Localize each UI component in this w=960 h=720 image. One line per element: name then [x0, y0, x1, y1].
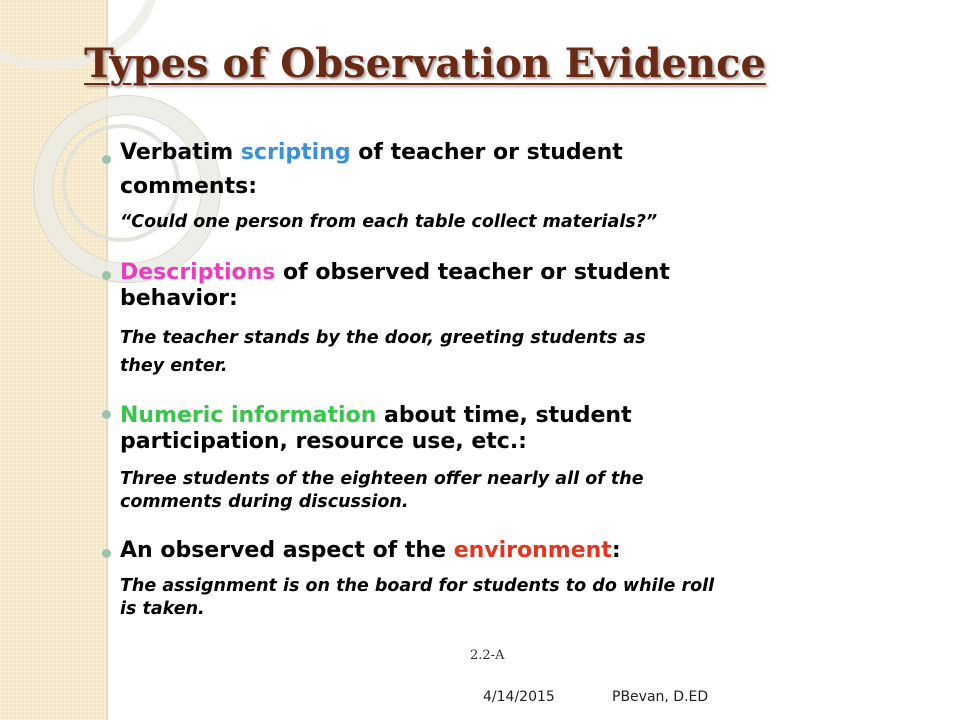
- bullet-3: [102, 410, 111, 419]
- item-4-highlight: environment: [453, 538, 612, 563]
- item-2-post: of observed teacher or student: [275, 260, 670, 285]
- item-2-line2: behavior:: [120, 286, 238, 311]
- item-4-post: :: [611, 538, 621, 563]
- footer-date: 4/14/2015: [483, 689, 555, 705]
- item-4-example-line2: is taken.: [120, 599, 205, 619]
- item-1-line2: comments:: [120, 174, 257, 199]
- item-3-example-line1: Three students of the eighteen offer nearly all of the: [120, 469, 644, 489]
- item-1-pre: Verbatim: [120, 140, 241, 165]
- item-1-example: “Could one person from each table collect materials?”: [120, 212, 658, 232]
- item-3-line2: participation, resource use, etc.:: [120, 429, 527, 454]
- bullet-2: [102, 271, 111, 280]
- bullet-4: [102, 549, 111, 558]
- item-3-example-line2: comments during discussion.: [120, 492, 409, 512]
- item-4-example-line1: The assignment is on the board for students to do while roll: [120, 576, 715, 596]
- item-1-highlight: scripting: [240, 140, 351, 165]
- item-2-highlight: Descriptions: [120, 260, 276, 285]
- footer-author: PBevan, D.ED: [612, 689, 709, 705]
- item-1-post: of teacher or student: [350, 140, 623, 165]
- slide-title: Types of Observation Evidence: [84, 40, 766, 87]
- item-3-post: about time, student: [376, 403, 632, 428]
- item-4-pre: An observed aspect of the: [120, 538, 454, 563]
- bullet-1: [102, 155, 111, 164]
- slide-code: 2.2-A: [470, 648, 505, 663]
- item-2-example-line1: The teacher stands by the door, greeting students as: [120, 328, 646, 348]
- item-3-highlight: Numeric information: [120, 403, 377, 428]
- item-2-example-line2: they enter.: [120, 356, 228, 376]
- item-1-line1: [120, 138, 900, 168]
- item-4-line1: [120, 536, 900, 566]
